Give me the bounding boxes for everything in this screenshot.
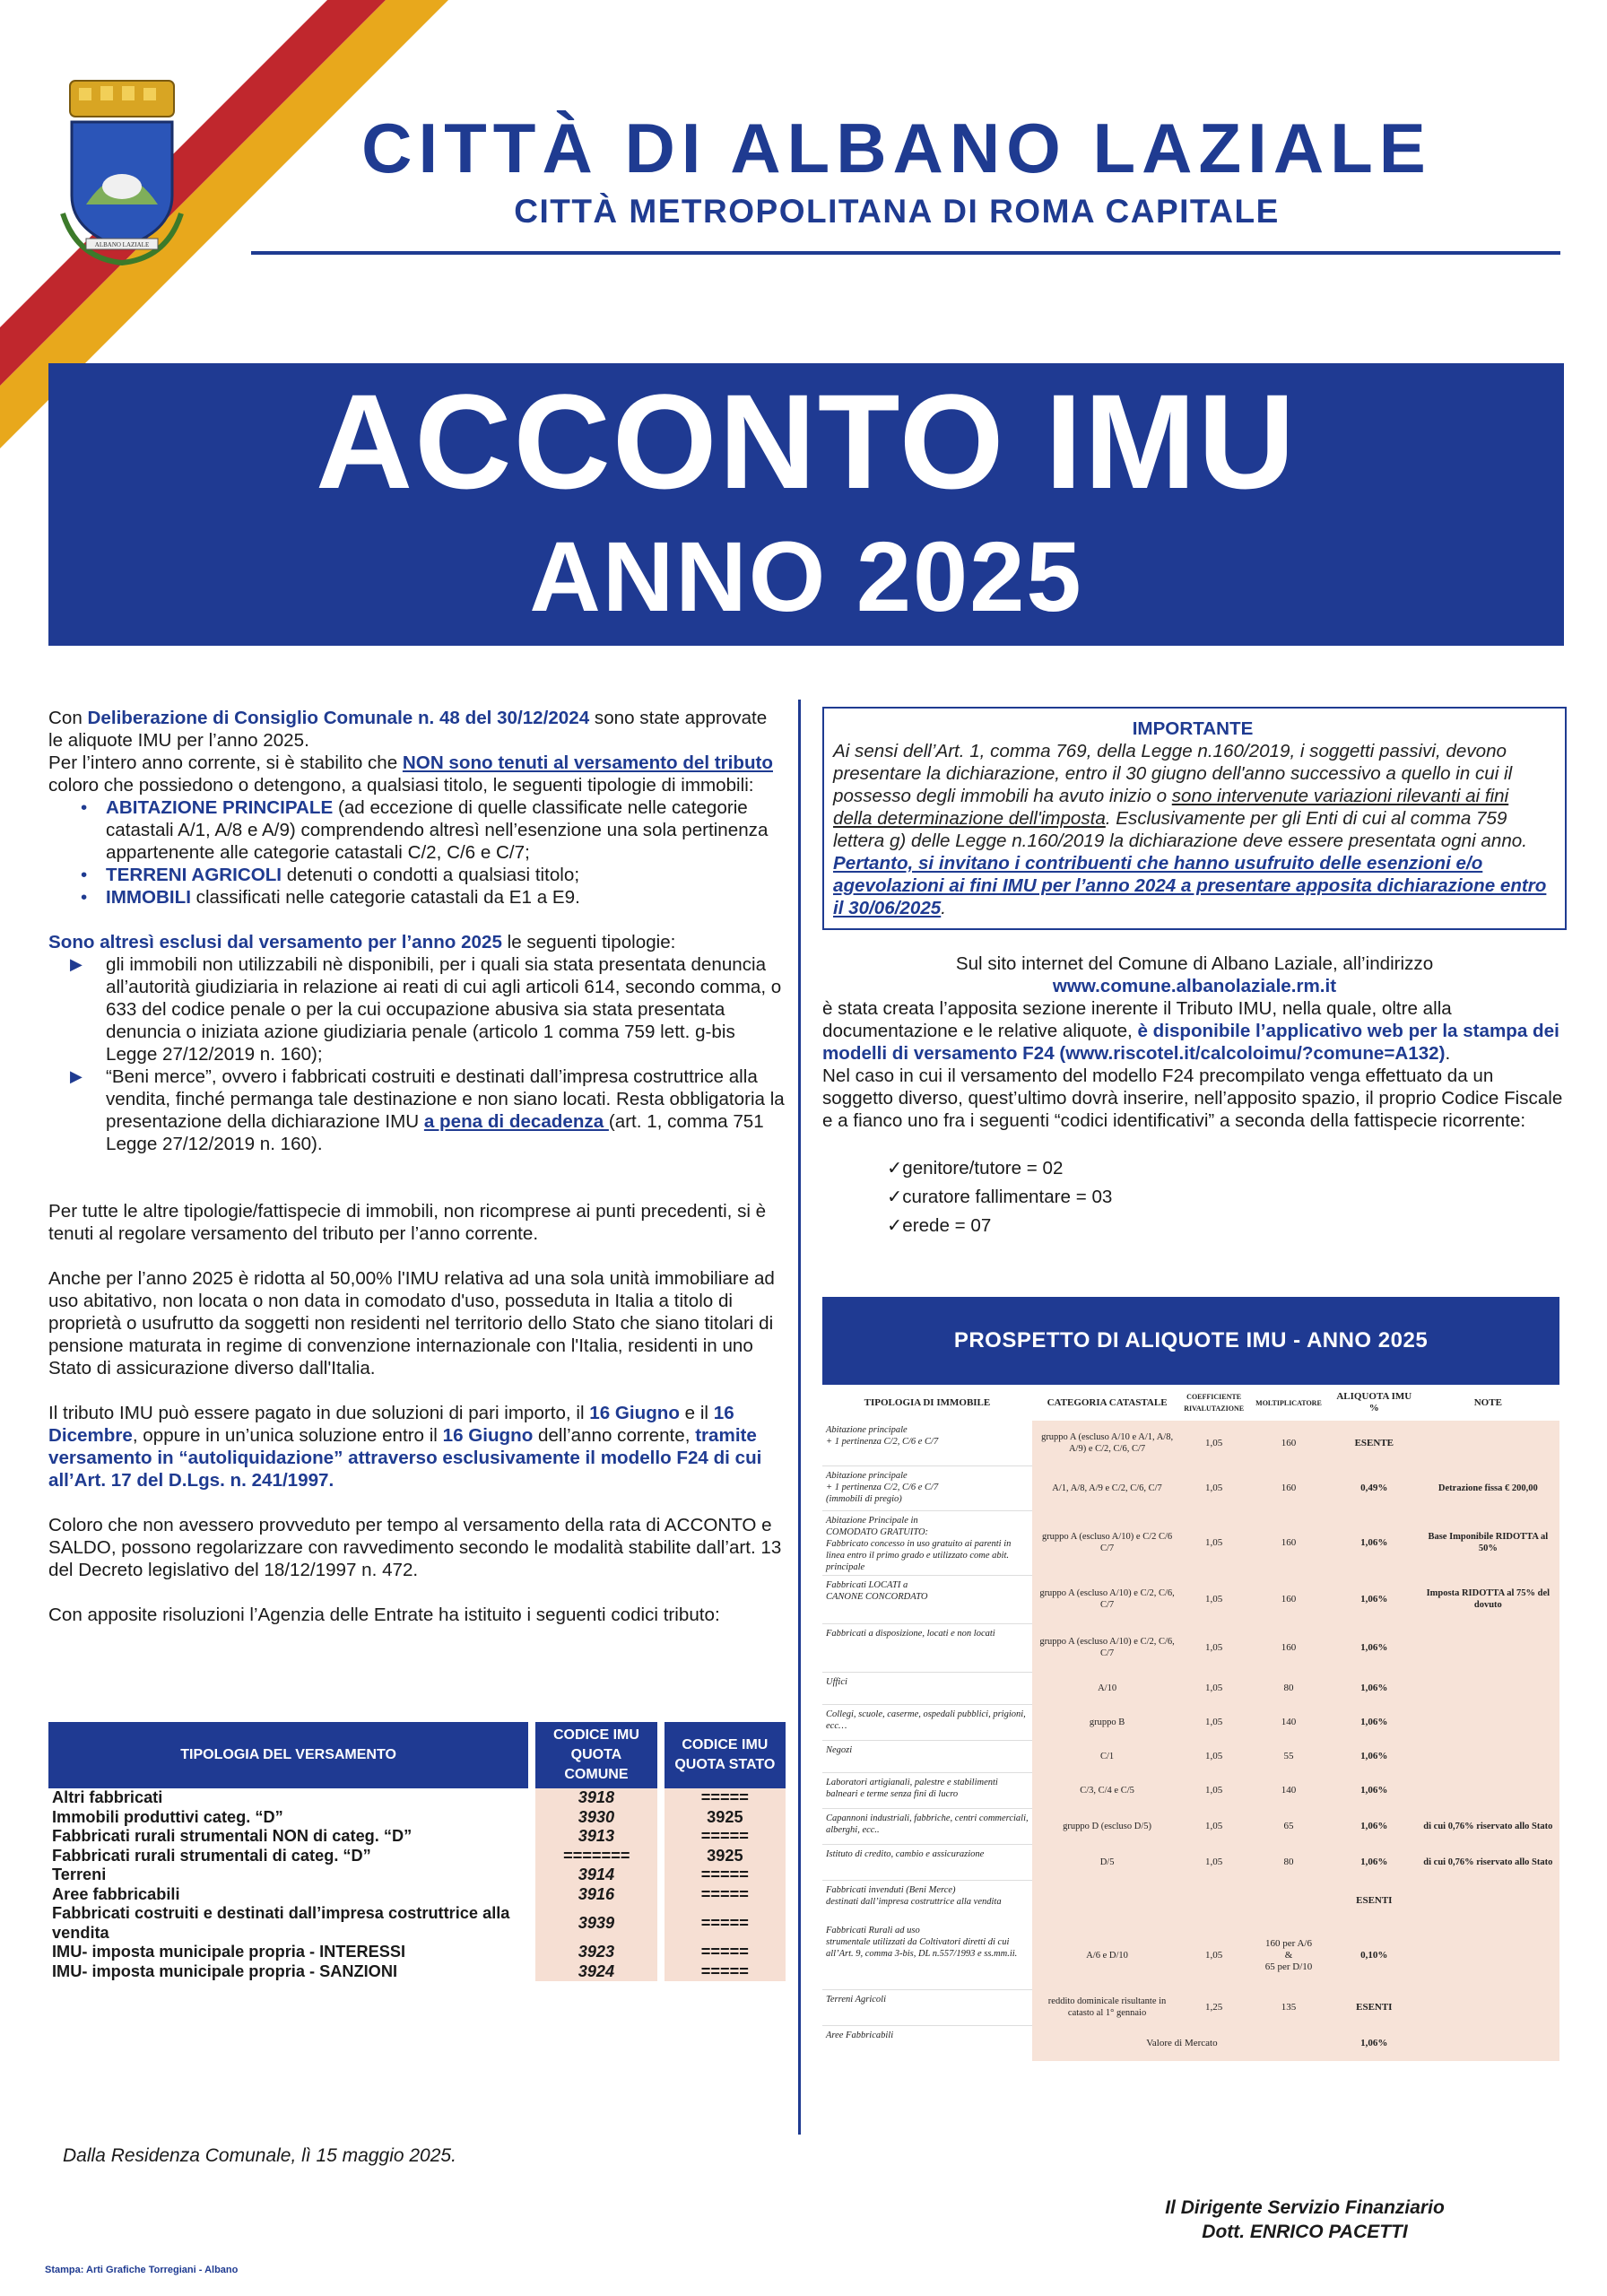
print-credit: Stampa: Arti Grafiche Torregiani - Albano — [45, 2265, 239, 2275]
aliquota-valore: 1,06% — [1332, 1623, 1417, 1672]
intro-paragraph: Con Deliberazione di Consiglio Comunale n. 48 del 30/12/2024 sono state approvate le aliquote IMU per l’anno 2025. — [48, 708, 768, 751]
website-intro: Sul sito internet del Comune di Albano Laziale, all’indirizzo — [955, 953, 1434, 974]
aliquota-coefficiente: 1,05 — [1182, 1510, 1246, 1575]
col-note: NOTE — [1473, 1396, 1502, 1408]
aliquota-valore: 1,06% — [1332, 1575, 1417, 1623]
aliquota-valore: 1,06% — [1332, 1740, 1417, 1772]
aliquota-tipologia: Istituto di credito, cambio e assicurazione — [822, 1844, 1032, 1880]
tax-code-comune: 3930 — [535, 1808, 656, 1828]
aliquota-row — [822, 1740, 1559, 1772]
tax-code-tipologia: Altri fabbricati — [52, 1788, 163, 1806]
aliquota-tipologia: Collegi, scuole, caserme, ospedali pubblici, prigioni, ecc… — [822, 1704, 1032, 1740]
metro-name: CITTÀ METROPOLITANA DI ROMA CAPITALE — [514, 193, 1280, 230]
also-excluded-paragraph: Sono altresì esclusi dal versamento per l’anno 2025 le seguenti tipologie: — [48, 932, 676, 952]
tax-code-stato: ===== — [665, 1885, 786, 1905]
other-types-paragraph: Per tutte le altre tipologie/fattispecie di immobili, non ricomprese ai punti precedenti, si è tenuti al regolare versamento del tributo per l’anno corrente. — [48, 1201, 767, 1244]
tax-code-row — [48, 1962, 786, 1982]
signature-name: Dott. ENRICO PACETTI — [1202, 2222, 1408, 2242]
col-tipologia: TIPOLOGIA DEL VERSAMENTO — [48, 1722, 528, 1788]
aliquota-categoria: gruppo D (escluso D/5) — [1032, 1808, 1182, 1844]
aliquota-tipologia: Fabbricati LOCATI a CANONE CONCORDATO — [822, 1575, 1032, 1623]
payment-paragraph: Il tributo IMU può essere pagato in due soluzioni di pari importo, il 16 Giugno e il 16 Dicembre, oppure in un’unica soluzione entro il 16 Giugno dell’anno corrente, tramite versamento in “autoliquidazione” attraverso esclusivamente il modello F24 di cui all’Art. 17 del D.Lgs. n. 241/1997. — [48, 1403, 762, 1491]
tax-code-row — [48, 1808, 786, 1828]
tax-code-row — [48, 1904, 786, 1943]
col-categoria: CATEGORIA CATASTALE — [1047, 1396, 1168, 1408]
aliquota-row — [822, 1808, 1559, 1844]
signature — [1112, 2196, 1498, 2244]
tax-code-comune: 3916 — [535, 1885, 656, 1905]
aliquota-row — [822, 1844, 1559, 1880]
aliquota-moltiplicatore: 160 — [1246, 1623, 1332, 1672]
banner-title: ACCONTO IMU — [315, 366, 1298, 517]
bullet-immobili: • IMMOBILI classificati nelle categorie catastali da E1 a E9. — [81, 887, 580, 908]
city-crest-icon — [59, 79, 185, 272]
aliquota-note: di cui 0,76% riservato allo Stato — [1417, 1844, 1559, 1880]
aliquota-moltiplicatore: 55 — [1246, 1740, 1332, 1772]
aliquota-tipologia: Laboratori artigianali, palestre e stabilimenti balneari e terme senza fini di lucro — [822, 1772, 1032, 1808]
code-genitore: ✓genitore/tutore = 02 — [887, 1158, 1064, 1178]
aliquota-valore: 1,06% — [1332, 1808, 1417, 1844]
aliquota-row — [822, 1510, 1559, 1575]
tax-code-comune: 3939 — [535, 1904, 656, 1943]
crest-motto: ALBANO LAZIALE — [94, 241, 150, 248]
signature-role: Il Dirigente Servizio Finanziario — [1165, 2197, 1445, 2218]
tax-code-stato: ===== — [665, 1866, 786, 1885]
aliquota-categoria: A/6 e D/10 — [1032, 1921, 1182, 1989]
aliquota-categoria: D/5 — [1032, 1844, 1182, 1880]
aliquota-note: Detrazione fissa € 200,00 — [1417, 1465, 1559, 1510]
reduction-paragraph: Anche per l’anno 2025 è ridotta al 50,00% l'IMU relativa ad una sola unità immobiliare ad uso abitativo, non locata o non data in comodato d'uso, posseduta in Italia a titolo di proprietà o usufrutto da soggetti non residenti nel territorio dello Stato che siano titolari di pensione maturata in regime di convenzione internazionale con l'Italia, residenti in uno Stato di assicurazione diverso dall'Italia. — [48, 1268, 775, 1378]
aliquota-categoria: A/10 — [1032, 1672, 1182, 1704]
aliquota-moltiplicatore: 80 — [1246, 1844, 1332, 1880]
col-codice-stato: CODICE IMU QUOTA STATO — [665, 1722, 786, 1788]
aliquota-note: Imposta RIDOTTA al 75% del dovuto — [1417, 1575, 1559, 1623]
late-payment-paragraph: Coloro che non avessero provveduto per tempo al versamento della rata di ACCONTO e SALDO, possono regolarizzare con ravvedimento secondo le modalità stabilite dall’art. 13 del Decreto legislativo del 18/12/1997 n. 472. — [48, 1515, 782, 1580]
aliquota-coefficiente: 1,05 — [1182, 1465, 1246, 1510]
aliquota-row — [822, 1465, 1559, 1510]
aliquota-coefficiente: 1,05 — [1182, 1704, 1246, 1740]
tax-code-row — [48, 1943, 786, 1962]
aliquota-categoria: gruppo A (escluso A/10 e A/1, A/8, A/9) e C/2, C/6, C/7 — [1032, 1421, 1182, 1465]
aliquota-moltiplicatore: 160 per A/6 & 65 per D/10 — [1246, 1921, 1332, 1989]
aliquota-categoria: gruppo A (escluso A/10) e C/2 C/6 C/7 — [1032, 1510, 1182, 1575]
f24-paragraph: Nel caso in cui il versamento del modello F24 precompilato venga effettuato da un soggetto diverso, quest’ultimo dovrà inserire, nell’apposito spazio, il proprio Codice Fiscale e a fianco uno fra i seguenti “codici identificativi” a seconda della fattispecie ricorrente: — [822, 1065, 1563, 1131]
aliquota-tipologia: Abitazione Principale in COMODATO GRATUITO: Fabbricato concesso in uso gratuito ai parenti in linea entro il primo grado e utilizzato come abit. principale — [822, 1510, 1032, 1575]
tax-code-comune: 3918 — [535, 1788, 656, 1808]
aliquota-tipologia: Terreni Agricoli — [822, 1989, 1032, 2025]
aliquota-row — [822, 1772, 1559, 1808]
tax-code-row — [48, 1788, 786, 1808]
col-tipologia-immobile: TIPOLOGIA DI IMMOBILE — [864, 1396, 991, 1408]
aliquota-coefficiente: 1,05 — [1182, 1808, 1246, 1844]
col-aliquota: ALIQUOTA IMU % — [1336, 1391, 1412, 1413]
tax-code-tipologia: Aree fabbricabili — [52, 1884, 180, 1903]
tax-code-stato: ===== — [665, 1962, 786, 1982]
aliquota-categoria: C/1 — [1032, 1740, 1182, 1772]
aliquota-note — [1417, 1772, 1559, 1808]
aliquota-note — [1417, 1921, 1559, 1989]
aliquota-note: di cui 0,76% riservato allo Stato — [1417, 1808, 1559, 1844]
aliquota-row — [822, 2025, 1559, 2061]
aliquota-categoria: gruppo B — [1032, 1704, 1182, 1740]
aliquota-valore: 1,06% — [1332, 1844, 1417, 1880]
tax-code-row — [48, 1847, 786, 1866]
aliquota-valore: 1,06% — [1332, 1772, 1417, 1808]
aliquota-note — [1417, 1421, 1559, 1465]
tax-code-row — [48, 1885, 786, 1905]
aliquota-note — [1417, 1989, 1559, 2025]
aliquota-coefficiente: 1,05 — [1182, 1575, 1246, 1623]
aliquota-valore: 1,06% — [1332, 2025, 1417, 2061]
tax-code-row — [48, 1827, 786, 1847]
aliquota-categoria: reddito dominicale risultante in catasto al 1° gennaio — [1032, 1989, 1182, 2025]
aliquota-valore: 1,06% — [1332, 1672, 1417, 1704]
col-moltiplicatore: MOLTIPLICATORE — [1255, 1398, 1322, 1407]
tax-code-tipologia: Fabbricati rurali strumentali NON di categ. “D” — [52, 1827, 413, 1845]
aliquota-moltiplicatore: 160 — [1246, 1421, 1332, 1465]
tax-code-stato: ===== — [665, 1827, 786, 1847]
prospetto-title: PROSPETTO DI ALIQUOTE IMU - ANNO 2025 — [822, 1297, 1559, 1385]
tax-code-stato: 3925 — [665, 1808, 786, 1828]
aliquota-row — [822, 1921, 1559, 1989]
aliquota-valore: 0,49% — [1332, 1465, 1417, 1510]
codes-intro-paragraph: Con apposite risoluzioni l’Agenzia delle Entrate ha istituito i seguenti codici tributo: — [48, 1605, 720, 1625]
aliquota-coefficiente: 1,05 — [1182, 1844, 1246, 1880]
tax-code-stato: ===== — [665, 1943, 786, 1962]
col-codice-comune: CODICE IMU QUOTA COMUNE — [535, 1722, 656, 1788]
column-divider — [798, 700, 801, 2135]
aliquota-tipologia: Abitazione principale + 1 pertinenza C/2, C/6 e C/7 (immobili di pregio) — [822, 1465, 1032, 1510]
aliquota-row — [822, 1623, 1559, 1672]
important-title: IMPORTANTE — [1132, 718, 1254, 739]
aliquote-body — [822, 1421, 1559, 2061]
aliquota-valore: ESENTI — [1332, 1989, 1417, 2025]
aliquota-moltiplicatore: 65 — [1246, 1808, 1332, 1844]
excluded-item-2: ▶ “Beni merce”, ovvero i fabbricati costruiti e destinati dall’impresa costruttrice alla vendita, finché permanga tale destinazione e non siano locati. Resta obbligatoria la presentazione della dichiarazione IMU a pena di decadenza (art. 1, comma 751 Legge 27/12/2019 n. 160). — [70, 1066, 785, 1154]
aliquota-coefficiente: 1,05 — [1182, 1921, 1246, 1989]
tax-code-comune: 3913 — [535, 1827, 656, 1847]
tax-code-tipologia: IMU- imposta municipale propria - INTERESSI — [52, 1943, 406, 1961]
header-rule — [251, 251, 1560, 255]
bullet-terreni: • TERRENI AGRICOLI detenuti o condotti a qualsiasi titolo; — [81, 865, 580, 885]
aliquota-valore: 0,10% — [1332, 1921, 1417, 1989]
aliquota-coefficiente: 1,05 — [1182, 1772, 1246, 1808]
footer-date: Dalla Residenza Comunale, lì 15 maggio 2025. — [63, 2145, 456, 2166]
aliquota-moltiplicatore: 140 — [1246, 1704, 1332, 1740]
title-banner — [48, 363, 1564, 646]
aliquota-note — [1417, 1672, 1559, 1704]
code-curatore: ✓curatore fallimentare = 03 — [887, 1187, 1113, 1207]
aliquota-moltiplicatore: 160 — [1246, 1510, 1332, 1575]
tax-code-stato: ===== — [665, 1788, 786, 1808]
aliquota-note — [1417, 1623, 1559, 1672]
tax-code-tipologia: Immobili produttivi categ. “D” — [52, 1807, 283, 1826]
tax-codes-body — [48, 1788, 786, 1981]
aliquota-coefficiente: 1,05 — [1182, 1421, 1246, 1465]
left-column — [48, 707, 786, 1626]
code-erede: ✓erede = 07 — [887, 1215, 992, 1236]
tax-code-row — [48, 1866, 786, 1885]
aliquota-tipologia: Fabbricati a disposizione, locati e non locati — [822, 1623, 1032, 1672]
aliquota-valore: 1,06% — [1332, 1704, 1417, 1740]
city-name: CITTÀ DI ALBANO LAZIALE — [361, 109, 1432, 187]
aliquota-moltiplicatore: 160 — [1246, 1575, 1332, 1623]
aliquota-row — [822, 1672, 1559, 1704]
aliquota-tipologia: Fabbricati Rurali ad uso strumentale utilizzati da Coltivatori diretti di cui all’Art. 9, comma 3-bis, DL n.557/1993 e ss.mm.ii. — [822, 1921, 1032, 1989]
aliquota-note — [1417, 1740, 1559, 1772]
important-box: IMPORTANTE Ai sensi dell’Art. 1, comma 769, della Legge n.160/2019, i soggetti passivi, devono presentare la dichiarazione, entro il 30 giugno dell'anno successivo a quello in cui il possesso degli immobili ha avuto inizio o sono intervenute variazioni rilevanti ai fini della determinazione dell'imposta. Esclusivamente per gli Enti di cui al comma 759 lettera g) delle Legge n.160/2019 la dichiarazione deve essere presentata ogni anno. Pertanto, si invitano i contribuenti che hanno usufruito delle esenzioni e/o agevolazioni ai fini IMU per l’anno 2024 a presentare apposita dichiarazione entro il 30/06/2025. — [822, 707, 1567, 930]
aliquota-tipologia: Uffici — [822, 1672, 1032, 1704]
tax-code-tipologia: IMU- imposta municipale propria - SANZIONI — [52, 1961, 398, 1980]
aliquota-coefficiente: 1,05 — [1182, 1740, 1246, 1772]
exempt-paragraph: Per l’intero anno corrente, si è stabilito che NON sono tenuti al versamento del tributo coloro che possiedono o detengono, a qualsiasi titolo, le seguenti tipologie di immobili: — [48, 752, 773, 796]
tax-code-comune: 3914 — [535, 1866, 656, 1885]
aliquota-moltiplicatore: 135 — [1246, 1989, 1332, 2025]
aliquota-coefficiente: 1,05 — [1182, 1672, 1246, 1704]
aliquota-categoria: C/3, C/4 e C/5 — [1032, 1772, 1182, 1808]
right-column — [822, 707, 1567, 1240]
aliquota-row — [822, 1704, 1559, 1740]
website-paragraph: è stata creata l’apposita sezione inerente il Tributo IMU, nella quale, oltre alla documentazione e le relative aliquote, è disponibile l’applicativo web per la stampa dei modelli di versamento F24 (www.riscotel.it/calcoloimu/?comune=A132). — [822, 998, 1559, 1064]
aliquota-moltiplicatore: 80 — [1246, 1672, 1332, 1704]
aliquota-categoria: A/1, A/8, A/9 e C/2, C/6, C/7 — [1032, 1465, 1182, 1510]
tax-code-tipologia: Terreni — [52, 1866, 107, 1883]
aliquota-tipologia: Capannoni industriali, fabbriche, centri commerciali, alberghi, ecc.. — [822, 1808, 1032, 1844]
aliquota-valore: ESENTI — [1332, 1880, 1417, 1921]
aliquota-tipologia: Fabbricati invenduti (Beni Merce) destinati dall’impresa costruttrice alla vendita — [826, 1884, 1002, 1907]
aliquota-tipologia: Aree Fabbricabili — [826, 2030, 894, 2040]
aliquota-valore: ESENTE — [1332, 1421, 1417, 1465]
tax-code-tipologia: Fabbricati rurali strumentali di categ. “D” — [52, 1846, 371, 1865]
aliquota-valore: 1,06% — [1332, 1510, 1417, 1575]
tax-code-stato: ===== — [665, 1904, 786, 1943]
aliquota-tipologia: Negozi — [822, 1740, 1032, 1772]
aliquota-coefficiente: 1,25 — [1182, 1989, 1246, 2025]
tax-code-comune: 3923 — [535, 1943, 656, 1962]
tax-code-stato: 3925 — [665, 1847, 786, 1866]
tax-code-comune: ======= — [535, 1847, 656, 1866]
aliquota-note — [1417, 1704, 1559, 1740]
col-coefficiente: COEFFICIENTE RIVALUTAZIONE — [1184, 1393, 1245, 1413]
bullet-abitazione: • ABITAZIONE PRINCIPALE (ad eccezione di quelle classificate nelle categorie catastali A/1, A/8 e A/9) comprendendo altresì nell’esenzione una sola pertinenza appartenente alle categorie catastali C/2, C/6 e C/7; — [81, 797, 769, 863]
tax-code-tipologia: Fabbricati costruiti e destinati dall’impresa costruttrice alla vendita — [52, 1904, 510, 1942]
tax-code-comune: 3924 — [535, 1962, 656, 1982]
tax-codes-table — [48, 1722, 786, 1981]
aliquota-coefficiente: 1,05 — [1182, 1623, 1246, 1672]
aliquota-tipologia: Abitazione principale + 1 pertinenza C/2, C/6 e C/7 — [822, 1421, 1032, 1465]
aliquote-table — [822, 1385, 1559, 2061]
aliquota-moltiplicatore: 160 — [1246, 1465, 1332, 1510]
aliquota-categoria: gruppo A (escluso A/10) e C/2, C/6, C/7 — [1032, 1575, 1182, 1623]
excluded-item-1: ▶ gli immobili non utilizzabili nè disponibili, per i quali sia stata presentata denuncia all’autorità giudiziaria in relazione ai reati di cui agli articoli 614, secondo comma, o 633 del codice penale o per la cui occupazione abusiva sia stata presentata denuncia o iniziata azione giudiziaria penale (articolo 1 comma 759 lett. g-bis Legge 27/12/2019 n. 160); — [70, 954, 782, 1065]
aliquota-row — [822, 1880, 1559, 1921]
website-link[interactable]: www.comune.albanolaziale.rm.it — [1052, 976, 1337, 996]
aliquota-categoria: Valore di Mercato — [1032, 2025, 1332, 2061]
aliquota-row — [822, 1989, 1559, 2025]
aliquota-moltiplicatore: 140 — [1246, 1772, 1332, 1808]
aliquota-note: Base Imponibile RIDOTTA al 50% — [1417, 1510, 1559, 1575]
aliquota-categoria: gruppo A (escluso A/10) e C/2, C/6, C/7 — [1032, 1623, 1182, 1672]
aliquota-row — [822, 1575, 1559, 1623]
banner-year: ANNO 2025 — [529, 522, 1083, 632]
aliquota-row — [822, 1421, 1559, 1465]
